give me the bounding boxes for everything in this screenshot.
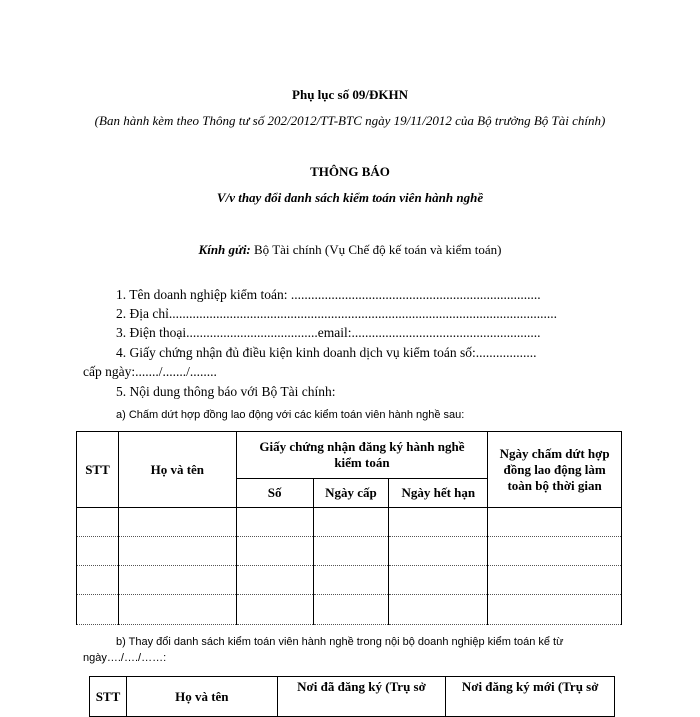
header-name: Họ và tên (126, 677, 277, 717)
table-b (89, 676, 615, 717)
header-certificate (236, 432, 488, 479)
table-row (77, 508, 622, 537)
recipient-label: Kính gửi: (198, 242, 251, 257)
document-title: THÔNG BÁO (310, 164, 390, 179)
header-name: Họ và tên (118, 432, 236, 508)
document-subject: V/v thay đổi danh sách kiểm toán viên hành nghề (216, 190, 484, 205)
header-termination-date (488, 432, 622, 508)
header-stt: STT (90, 677, 127, 717)
header-termination-line1: Ngày chấm dứt hợp (499, 445, 610, 461)
table-row (77, 595, 622, 625)
header-expiry-date: Ngày hết hạn (389, 479, 488, 508)
recipient-value: Bộ Tài chính (Vụ Chế độ kế toán và kiểm toán) (250, 242, 502, 257)
section-b-line2: ngày…./…./……: (83, 652, 167, 664)
field-phone-email: 3. Điện thoại.......................................email:........................................................ (116, 325, 541, 340)
table-a (76, 431, 622, 625)
field-certificate-date: cấp ngày:......./......./........ (83, 364, 217, 379)
header-certificate-line1: Giấy chứng nhận đăng ký hành nghề (259, 439, 465, 454)
table-row (77, 537, 622, 566)
header-termination-line2: đồng lao động làm (503, 461, 606, 477)
header-certificate-line2: kiểm toán (334, 455, 390, 470)
field-company-name: 1. Tên doanh nghiệp kiểm toán: .......................................................................... (116, 287, 541, 302)
appendix-number: Phụ lục số 09/ĐKHN (292, 87, 408, 102)
header-termination-line3: toàn bộ thời gian (507, 477, 602, 493)
header-issue-date: Ngày cấp (313, 479, 389, 508)
recipient-line (0, 242, 700, 258)
header-new-registration: Nơi đăng ký mới (Trụ sở (446, 677, 615, 717)
field-address: 2. Địa chỉ................................................................................................................... (116, 306, 557, 321)
header-registered-at: Nơi đã đăng ký (Trụ sở (277, 677, 446, 717)
issued-by-note: (Ban hành kèm theo Thông tư số 202/2012/TT-BTC ngày 19/11/2012 của Bộ trưởng Bộ Tài chính) (94, 113, 606, 128)
field-notice-content: 5. Nội dung thông báo với Bộ Tài chính: (116, 384, 336, 399)
header-cert-number: Số (236, 479, 313, 508)
header-stt: STT (77, 432, 119, 508)
table-row (77, 566, 622, 595)
section-b-line1: b) Thay đổi danh sách kiểm toán viên hành nghề trong nội bộ doanh nghiệp kiểm toán kể từ (116, 636, 564, 648)
field-certificate: 4. Giấy chứng nhận đủ điều kiện kinh doanh dịch vụ kiểm toán số:.................. (116, 345, 537, 360)
section-a-label: a) Chấm dứt hợp đồng lao động với các kiểm toán viên hành nghề sau: (116, 409, 465, 421)
